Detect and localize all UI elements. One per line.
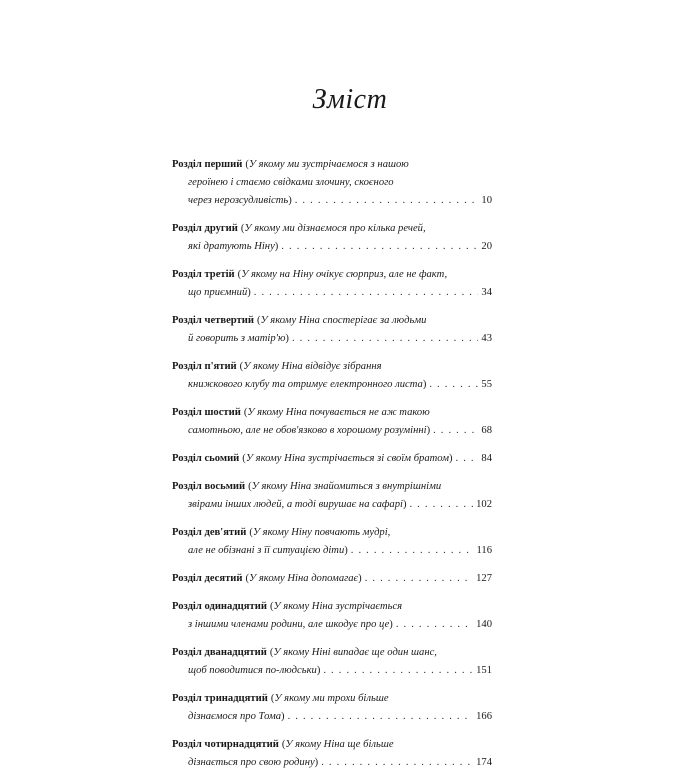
chapter-description: (У якому Ніну повчають мудрі,: [249, 527, 391, 538]
chapter-title: Розділ дванадцятий: [172, 647, 267, 658]
dot-leader: [321, 754, 473, 772]
toc-entry-line: [172, 754, 492, 772]
page-number: 140: [476, 619, 492, 630]
toc-entry-line: [172, 284, 492, 302]
dot-leader: [323, 662, 473, 680]
dot-leader: [433, 422, 478, 440]
dot-leader: [409, 496, 473, 514]
toc-entry-line: [172, 312, 492, 330]
page-number: 166: [476, 711, 492, 722]
chapter-description: (У якому Ніна відвідує зібрання: [239, 361, 382, 372]
chapter-description: через нерозсудливість): [188, 195, 292, 206]
chapter-description: (У якому на Ніну очікує сюрприз, але не факт,: [237, 269, 448, 280]
chapter-title: Розділ дев'ятий: [172, 527, 247, 538]
dot-leader: [295, 192, 479, 210]
toc-entry: [172, 450, 492, 468]
toc-entry-line: [172, 644, 492, 662]
toc-entry-line: [172, 616, 492, 634]
toc-entry: [172, 266, 492, 302]
toc-entry-line: [172, 238, 492, 256]
page-number: 116: [476, 545, 492, 556]
chapter-description: (У якому Ніна зустрічається зі своїм братом): [242, 453, 453, 464]
page-number: 102: [476, 499, 492, 510]
chapter-description: (У якому Ніні випадає ще один шанс,: [269, 647, 437, 658]
toc-entry-line: [172, 358, 492, 376]
page-number: 34: [481, 287, 492, 298]
chapter-description: (У якому Ніна спостерігає за людьми: [256, 315, 427, 326]
chapter-description: героїнею і стаємо свідками злочину, скоєного: [188, 177, 394, 188]
chapter-title: Розділ п'ятий: [172, 361, 237, 372]
page-number: 20: [481, 241, 492, 252]
page-number: 43: [481, 333, 492, 344]
chapter-description: (У якому Ніна допомагає): [245, 573, 362, 584]
chapter-title: Розділ сьомий: [172, 453, 240, 464]
page-number: 84: [481, 453, 492, 464]
chapter-title: Розділ десятий: [172, 573, 243, 584]
dot-leader: [292, 330, 478, 348]
toc-entry-line: [172, 496, 492, 514]
toc-entry-line: [172, 404, 492, 422]
chapter-description: книжкового клубу та отримує електронного листа): [188, 379, 427, 390]
dot-leader: [351, 542, 474, 560]
dot-leader: [365, 570, 473, 588]
chapter-title: Розділ третій: [172, 269, 235, 280]
chapter-title: Розділ шостий: [172, 407, 241, 418]
toc-entry-line: [172, 376, 492, 394]
chapter-title: Розділ тринадцятий: [172, 693, 268, 704]
dot-leader: [281, 238, 478, 256]
chapter-description: (У якому Ніна зустрічається: [269, 601, 403, 612]
chapter-description: (У якому Ніна ще більше: [281, 739, 394, 750]
page-number: 127: [476, 573, 492, 584]
toc-entry-line: [172, 174, 492, 192]
toc-entry: [172, 736, 492, 772]
chapter-title: Розділ другий: [172, 223, 238, 234]
toc-entry: [172, 598, 492, 634]
chapter-description: (У якому Ніна знайомиться з внутрішніми: [248, 481, 442, 492]
toc-entry-line: [172, 542, 492, 560]
toc-entry: [172, 644, 492, 680]
dot-leader: [396, 616, 473, 634]
toc-entry-line: [172, 422, 492, 440]
chapter-title: Розділ перший: [172, 159, 243, 170]
toc-entry-line: [172, 662, 492, 680]
toc-entry-line: [172, 708, 492, 726]
toc-entry: [172, 478, 492, 514]
chapter-description: звірами інших людей, а тоді вирушає на сафарі): [188, 499, 407, 510]
toc-entry-line: [172, 736, 492, 754]
toc-entry-line: [172, 570, 492, 588]
chapter-title: Розділ четвертий: [172, 315, 254, 326]
chapter-description: які дратують Ніну): [188, 241, 279, 252]
chapter-description: (У якому ми трохи більше: [270, 693, 389, 704]
chapter-title: Розділ одинадцятий: [172, 601, 267, 612]
dot-leader: [456, 450, 479, 468]
toc-entry-line: [172, 598, 492, 616]
toc-entry: [172, 358, 492, 394]
toc-entry: [172, 570, 492, 588]
chapter-description: (У якому Ніна почувається не аж такою: [243, 407, 430, 418]
toc-entry-line: [172, 524, 492, 542]
toc-entry: [172, 312, 492, 348]
toc-entry: [172, 220, 492, 256]
page-number: 68: [481, 425, 492, 436]
page-number: 151: [476, 665, 492, 676]
chapter-description: (У якому ми зустрічаємося з нашою: [245, 159, 409, 170]
chapter-description: (У якому ми дізнаємося про кілька речей,: [240, 223, 426, 234]
chapter-description: самотньою, але не обов'язково в хорошому розумінні): [188, 425, 431, 436]
chapter-description: але не обізнані з її ситуацією діти): [188, 545, 348, 556]
chapter-description: дізнаємося про Тома): [188, 711, 285, 722]
page-number: 55: [481, 379, 492, 390]
toc-entry-line: [172, 192, 492, 210]
toc-entry: [172, 690, 492, 726]
toc-entry-line: [172, 220, 492, 238]
toc-entry-line: [172, 330, 492, 348]
toc-entry-line: [172, 266, 492, 284]
toc-entry: [172, 524, 492, 560]
toc-entry-line: [172, 478, 492, 496]
toc-entry: [172, 404, 492, 440]
chapter-description: що приємний): [188, 287, 251, 298]
toc-entry: [172, 156, 492, 210]
toc-entry-line: [172, 156, 492, 174]
chapter-description: й говорить з матір'ю): [188, 333, 289, 344]
dot-leader: [288, 708, 474, 726]
chapter-title: Розділ чотирнадцятий: [172, 739, 279, 750]
page-number: 174: [476, 757, 492, 768]
toc-entry-line: [172, 450, 492, 468]
chapter-description: щоб поводитися по-людськи): [188, 665, 321, 676]
page-title: Зміст: [312, 84, 388, 115]
page-number: 10: [481, 195, 492, 206]
dot-leader: [429, 376, 478, 394]
dot-leader: [254, 284, 479, 302]
chapter-description: з іншими членами родини, але шкодує про це): [188, 619, 393, 630]
table-of-contents: [172, 156, 492, 782]
chapter-title: Розділ восьмий: [172, 481, 246, 492]
toc-entry-line: [172, 690, 492, 708]
chapter-description: дізнається про свою родину): [188, 757, 319, 768]
